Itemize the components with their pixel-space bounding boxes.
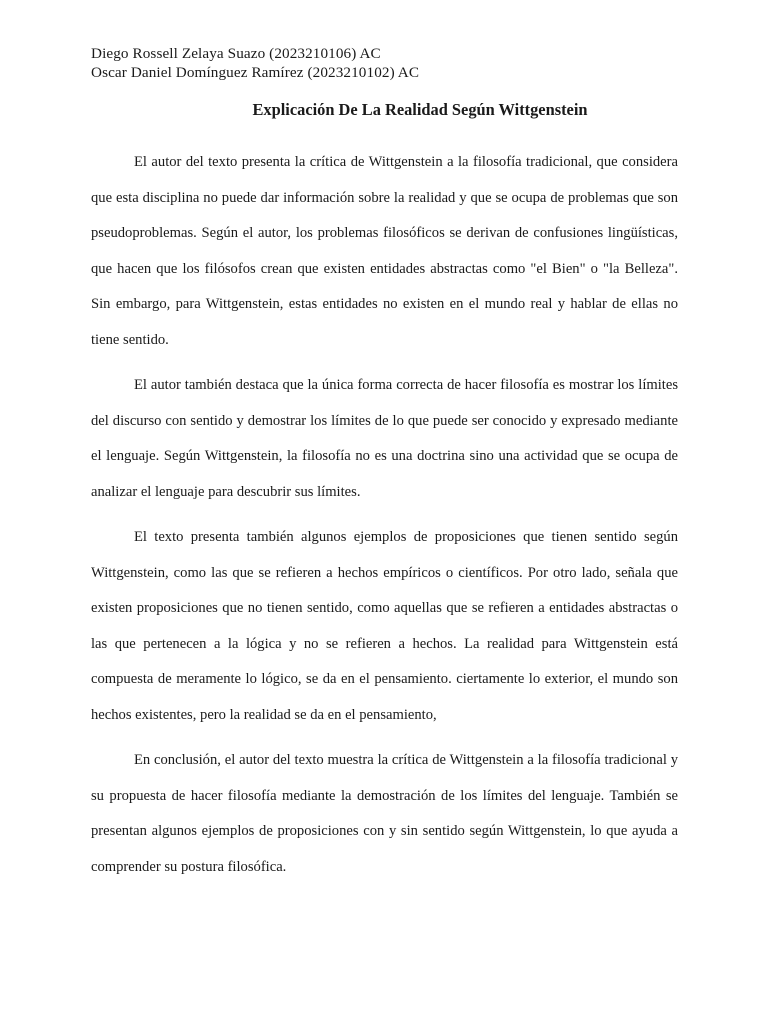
body-paragraph: En conclusión, el autor del texto muestra la crítica de Wittgenstein a la filosofía tradicional y su propuesta de hacer filosofía mediante la demostración de los límites del lenguaje. También se presentan algunos ejemplos de proposiciones con y sin sentido según Wittgenstein, lo que ayuda a comprender su postura filosófica. bbox=[91, 752, 678, 875]
body-paragraph: El texto presenta también algunos ejemplos de proposiciones que tienen sentido según Wittgenstein, como las que se refieren a hechos empíricos o científicos. Por otro lado, señala que existen proposiciones que no tienen sentido, como aquellas que se refieren a entidades abstractas o las que pertenecen a la lógica y no se refieren a hechos. La realidad para Wittgenstein está compuesta de meramente lo lógico, se da en el pensamiento. ciertamente lo exterior, el mundo son hechos existentes, pero la realidad se da en el pensamiento, bbox=[91, 529, 678, 723]
author-line: Oscar Daniel Domínguez Ramírez (2023210102) AC bbox=[91, 64, 420, 81]
author-line: Diego Rossell Zelaya Suazo (2023210106) AC bbox=[91, 45, 381, 62]
document-body bbox=[91, 145, 678, 885]
author-block bbox=[91, 44, 691, 82]
document-title: Explicación De La Realidad Según Wittgenstein bbox=[252, 100, 588, 119]
body-paragraph: El autor también destaca que la única forma correcta de hacer filosofía es mostrar los límites del discurso con sentido y demostrar los límites de lo que puede ser conocido y expresado mediante el lenguaje. Según Wittgenstein, la filosofía no es una doctrina sino una actividad que se ocupa de analizar el lenguaje para descubrir sus límites. bbox=[91, 377, 678, 500]
body-paragraph: El autor del texto presenta la crítica de Wittgenstein a la filosofía tradicional, que considera que esta disciplina no puede dar información sobre la realidad y que se ocupa de problemas que son pseudoproblemas. Según el autor, los problemas filosóficos se derivan de confusiones lingüísticas, que hacen que los filósofos crean que existen entidades abstractas como "el Bien" o "la Belleza". Sin embargo, para Wittgenstein, estas entidades no existen en el mundo real y hablar de ellas no tiene sentido. bbox=[91, 154, 678, 348]
